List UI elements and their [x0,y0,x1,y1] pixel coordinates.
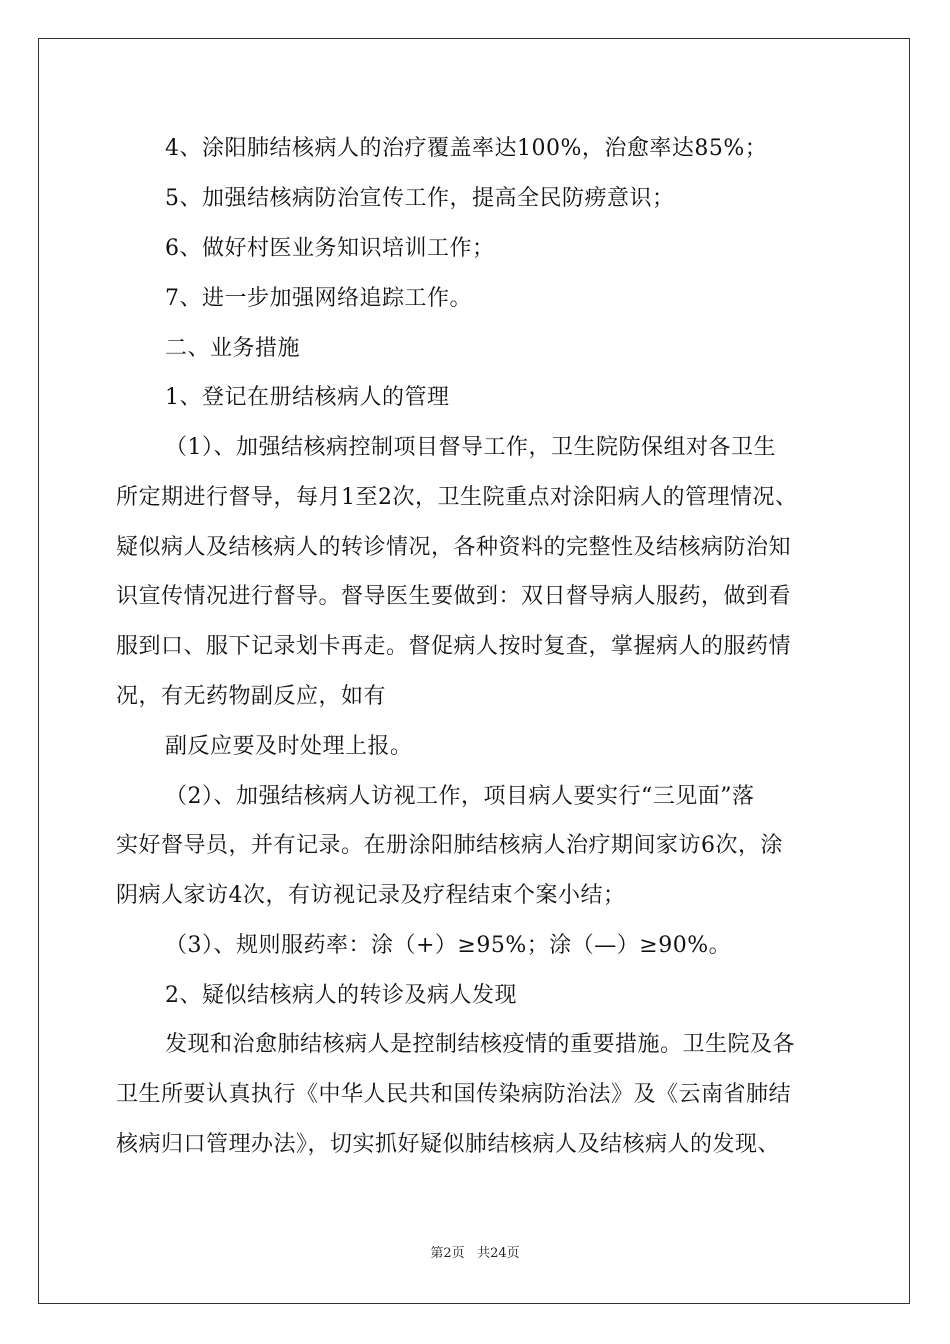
paragraph-line: （2）、加强结核病人访视工作，项目病人要实行“三见面”落 [165,784,755,809]
subheading-registered-patient-management: 1、登记在册结核病人的管理 [165,385,450,410]
page-total: 共24页 [477,1246,520,1261]
paragraph-line: （1）、加强结核病控制项目督导工作，卫生院防保组对各卫生 [165,435,776,460]
paragraph-line: 实好督导员，并有记录。在册涂阳肺结核病人治疗期间家访6次，涂 [116,833,783,858]
goal-item-4: 4、涂阳肺结核病人的治疗覆盖率达100%，治愈率达85%； [165,136,768,161]
paragraph-line: 副反应要及时处理上报。 [165,734,413,759]
paragraph-line: 疑似病人及结核病人的转诊情况，各种资料的完整性及结核病防治知 [116,535,792,560]
paragraph-line: 发现和治愈肺结核病人是控制结核疫情的重要措施。卫生院及各 [165,1032,796,1057]
page-number: 第2页 [430,1246,465,1261]
paragraph-line: 服到口、服下记录划卡再走。督促病人按时复查，掌握病人的服药情 [116,634,792,659]
paragraph-line: 识宣传情况进行督导。督导医生要做到：双日督导病人服药，做到看 [116,584,792,609]
goal-item-6: 6、做好村医业务知识培训工作； [165,236,495,261]
page-footer [0,1245,950,1263]
section-heading-measures: 二、业务措施 [165,336,301,361]
page-border [38,38,910,1304]
paragraph-line: 核病归口管理办法》，切实抓好疑似肺结核病人及结核病人的发现、 [116,1132,781,1157]
paragraph-line: 阴病人家访4次，有访视记录及疗程结束个案小结； [116,883,626,908]
goal-item-5: 5、加强结核病防治宣传工作，提高全民防痨意识； [165,186,675,211]
subheading-suspected-patient-referral: 2、疑似结核病人的转诊及病人发现 [165,983,517,1008]
paragraph-line: 卫生所要认真执行《中华人民共和国传染病防治法》及《云南省肺结 [116,1082,792,1107]
goal-item-7: 7、进一步加强网络追踪工作。 [165,286,472,311]
paragraph-line: （3）、规则服药率：涂（+）≥95%；涂（—）≥90%。 [165,933,732,958]
paragraph-line: 况，有无药物副反应，如有 [116,684,387,709]
paragraph-line: 所定期进行督导，每月1至2次，卫生院重点对涂阳病人的管理情况、 [116,485,798,510]
